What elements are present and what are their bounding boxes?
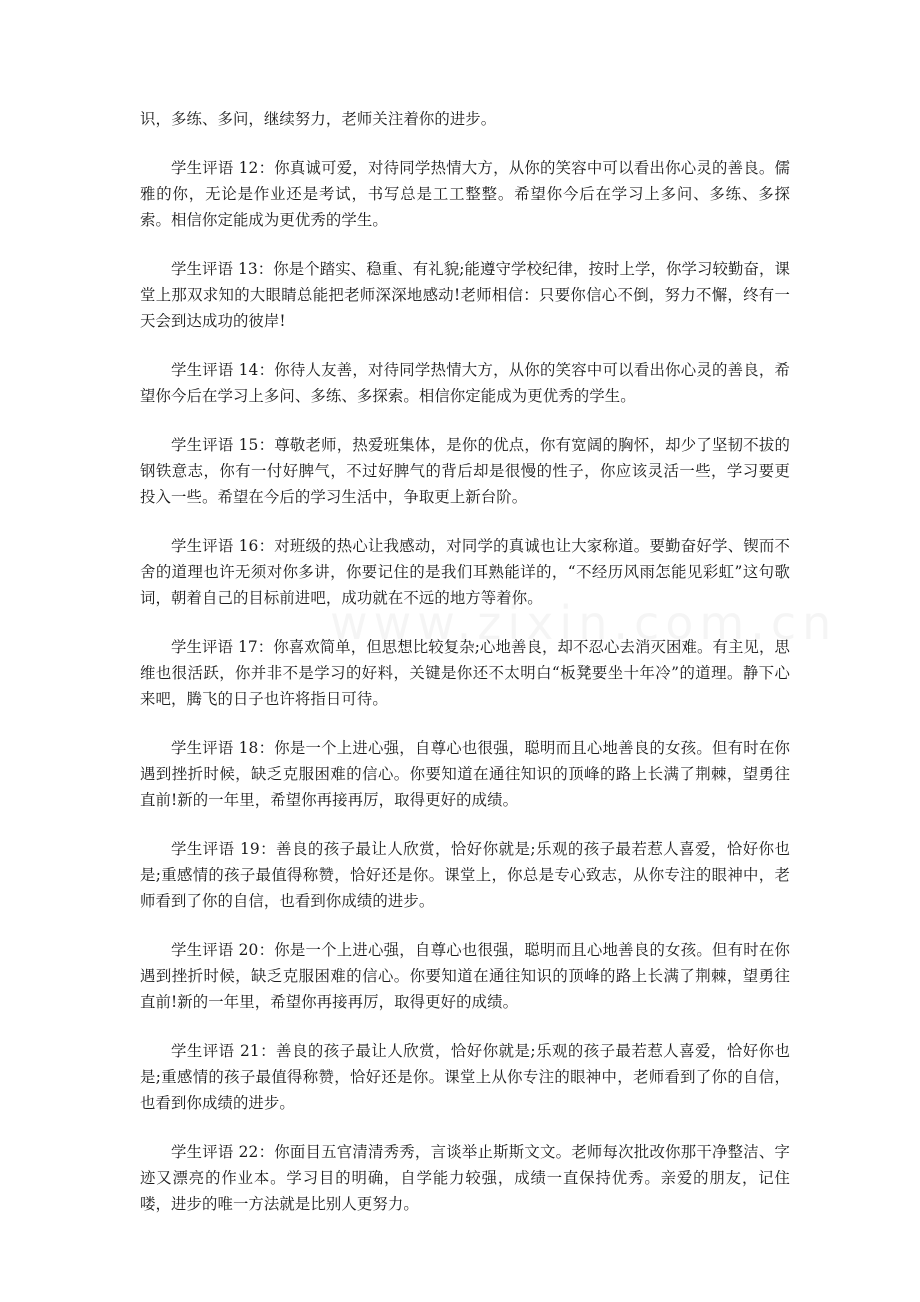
comment-paragraph-13: 学生评语 13：你是个踏实、稳重、有礼貌;能遵守学校纪律，按时上学，你学习较勤奋，课堂上那双求知的大眼睛总能把老师深深地感动!老师相信：只要你信心不倒，努力不懈，终有一天会到达成功的彼岸! <box>140 260 790 330</box>
document-body <box>140 106 790 1240</box>
comment-paragraph-20: 学生评语 20：你是一个上进心强，自尊心也很强，聪明而且心地善良的女孩。但有时在你遇到挫折时候，缺乏克服困难的信心。你要知道在通往知识的顶峰的路上长满了荆棘，望勇往直前!新的一年里，希望你再接再厉，取得更好的成绩。 <box>140 941 790 1011</box>
comment-paragraph-19: 学生评语 19：善良的孩子最让人欣赏，恰好你就是;乐观的孩子最若惹人喜爱，恰好你也是;重感情的孩子最值得称赞，恰好还是你。课堂上，你总是专心致志，从你专注的眼神中，老师看到了你的自信，也看到你成绩的进步。 <box>140 840 790 910</box>
paragraph-continuation: 识，多练、多问，继续努力，老师关注着你的进步。 <box>140 110 497 128</box>
comment-paragraph-14: 学生评语 14：你待人友善，对待同学热情大方，从你的笑容中可以看出你心灵的善良，希望你今后在学习上多问、多练、多探索。相信你定能成为更优秀的学生。 <box>140 361 790 405</box>
comment-paragraph-15: 学生评语 15：尊敬老师，热爱班集体，是你的优点，你有宽阔的胸怀，却少了坚韧不拔的钢铁意志，你有一付好脾气，不过好脾气的背后却是很慢的性子，你应该灵活一些，学习要更投入一些。希望在今后的学习生活中，争取更上新台阶。 <box>140 436 790 506</box>
comment-paragraph-22: 学生评语 22：你面目五官清清秀秀，言谈举止斯斯文文。老师每次批改你那干净整洁、字迹又漂亮的作业本。学习目的明确，自学能力较强，成绩一直保持优秀。亲爱的朋友，记住喽，进步的唯一方法就是比别人更努力。 <box>140 1143 790 1213</box>
comment-paragraph-17: 学生评语 17：你喜欢简单，但思想比较复杂;心地善良，却不忍心去消灭困难。有主见，思维也很活跃，你并非不是学习的好料，关键是你还不太明白“板凳要坐十年冷”的道理。静下心来吧，腾飞的日子也许将指日可待。 <box>140 638 790 708</box>
comment-paragraph-12: 学生评语 12：你真诚可爱，对待同学热情大方，从你的笑容中可以看出你心灵的善良。儒雅的你，无论是作业还是考试，书写总是工工整整。希望你今后在学习上多问、多练、多探索。相信你定能成为更优秀的学生。 <box>140 159 790 229</box>
comment-paragraph-16: 学生评语 16：对班级的热心让我感动，对同学的真诚也让大家称道。要勤奋好学、锲而不舍的道理也许无须对你多讲，你要记住的是我们耳熟能详的，“不经历风雨怎能见彩虹”这句歌词，朝着自己的目标前进吧，成功就在不远的地方等着你。 <box>140 537 790 607</box>
comment-paragraph-18: 学生评语 18：你是一个上进心强，自尊心也很强，聪明而且心地善良的女孩。但有时在你遇到挫折时候，缺乏克服困难的信心。你要知道在通往知识的顶峰的路上长满了荆棘，望勇往直前!新的一年里，希望你再接再厉，取得更好的成绩。 <box>140 739 790 809</box>
comment-paragraph-21: 学生评语 21：善良的孩子最让人欣赏，恰好你就是;乐观的孩子最若惹人喜爱，恰好你也是;重感情的孩子最值得称赞，恰好还是你。课堂上从你专注的眼神中，老师看到了你的自信，也看到你成绩的进步。 <box>140 1042 790 1112</box>
